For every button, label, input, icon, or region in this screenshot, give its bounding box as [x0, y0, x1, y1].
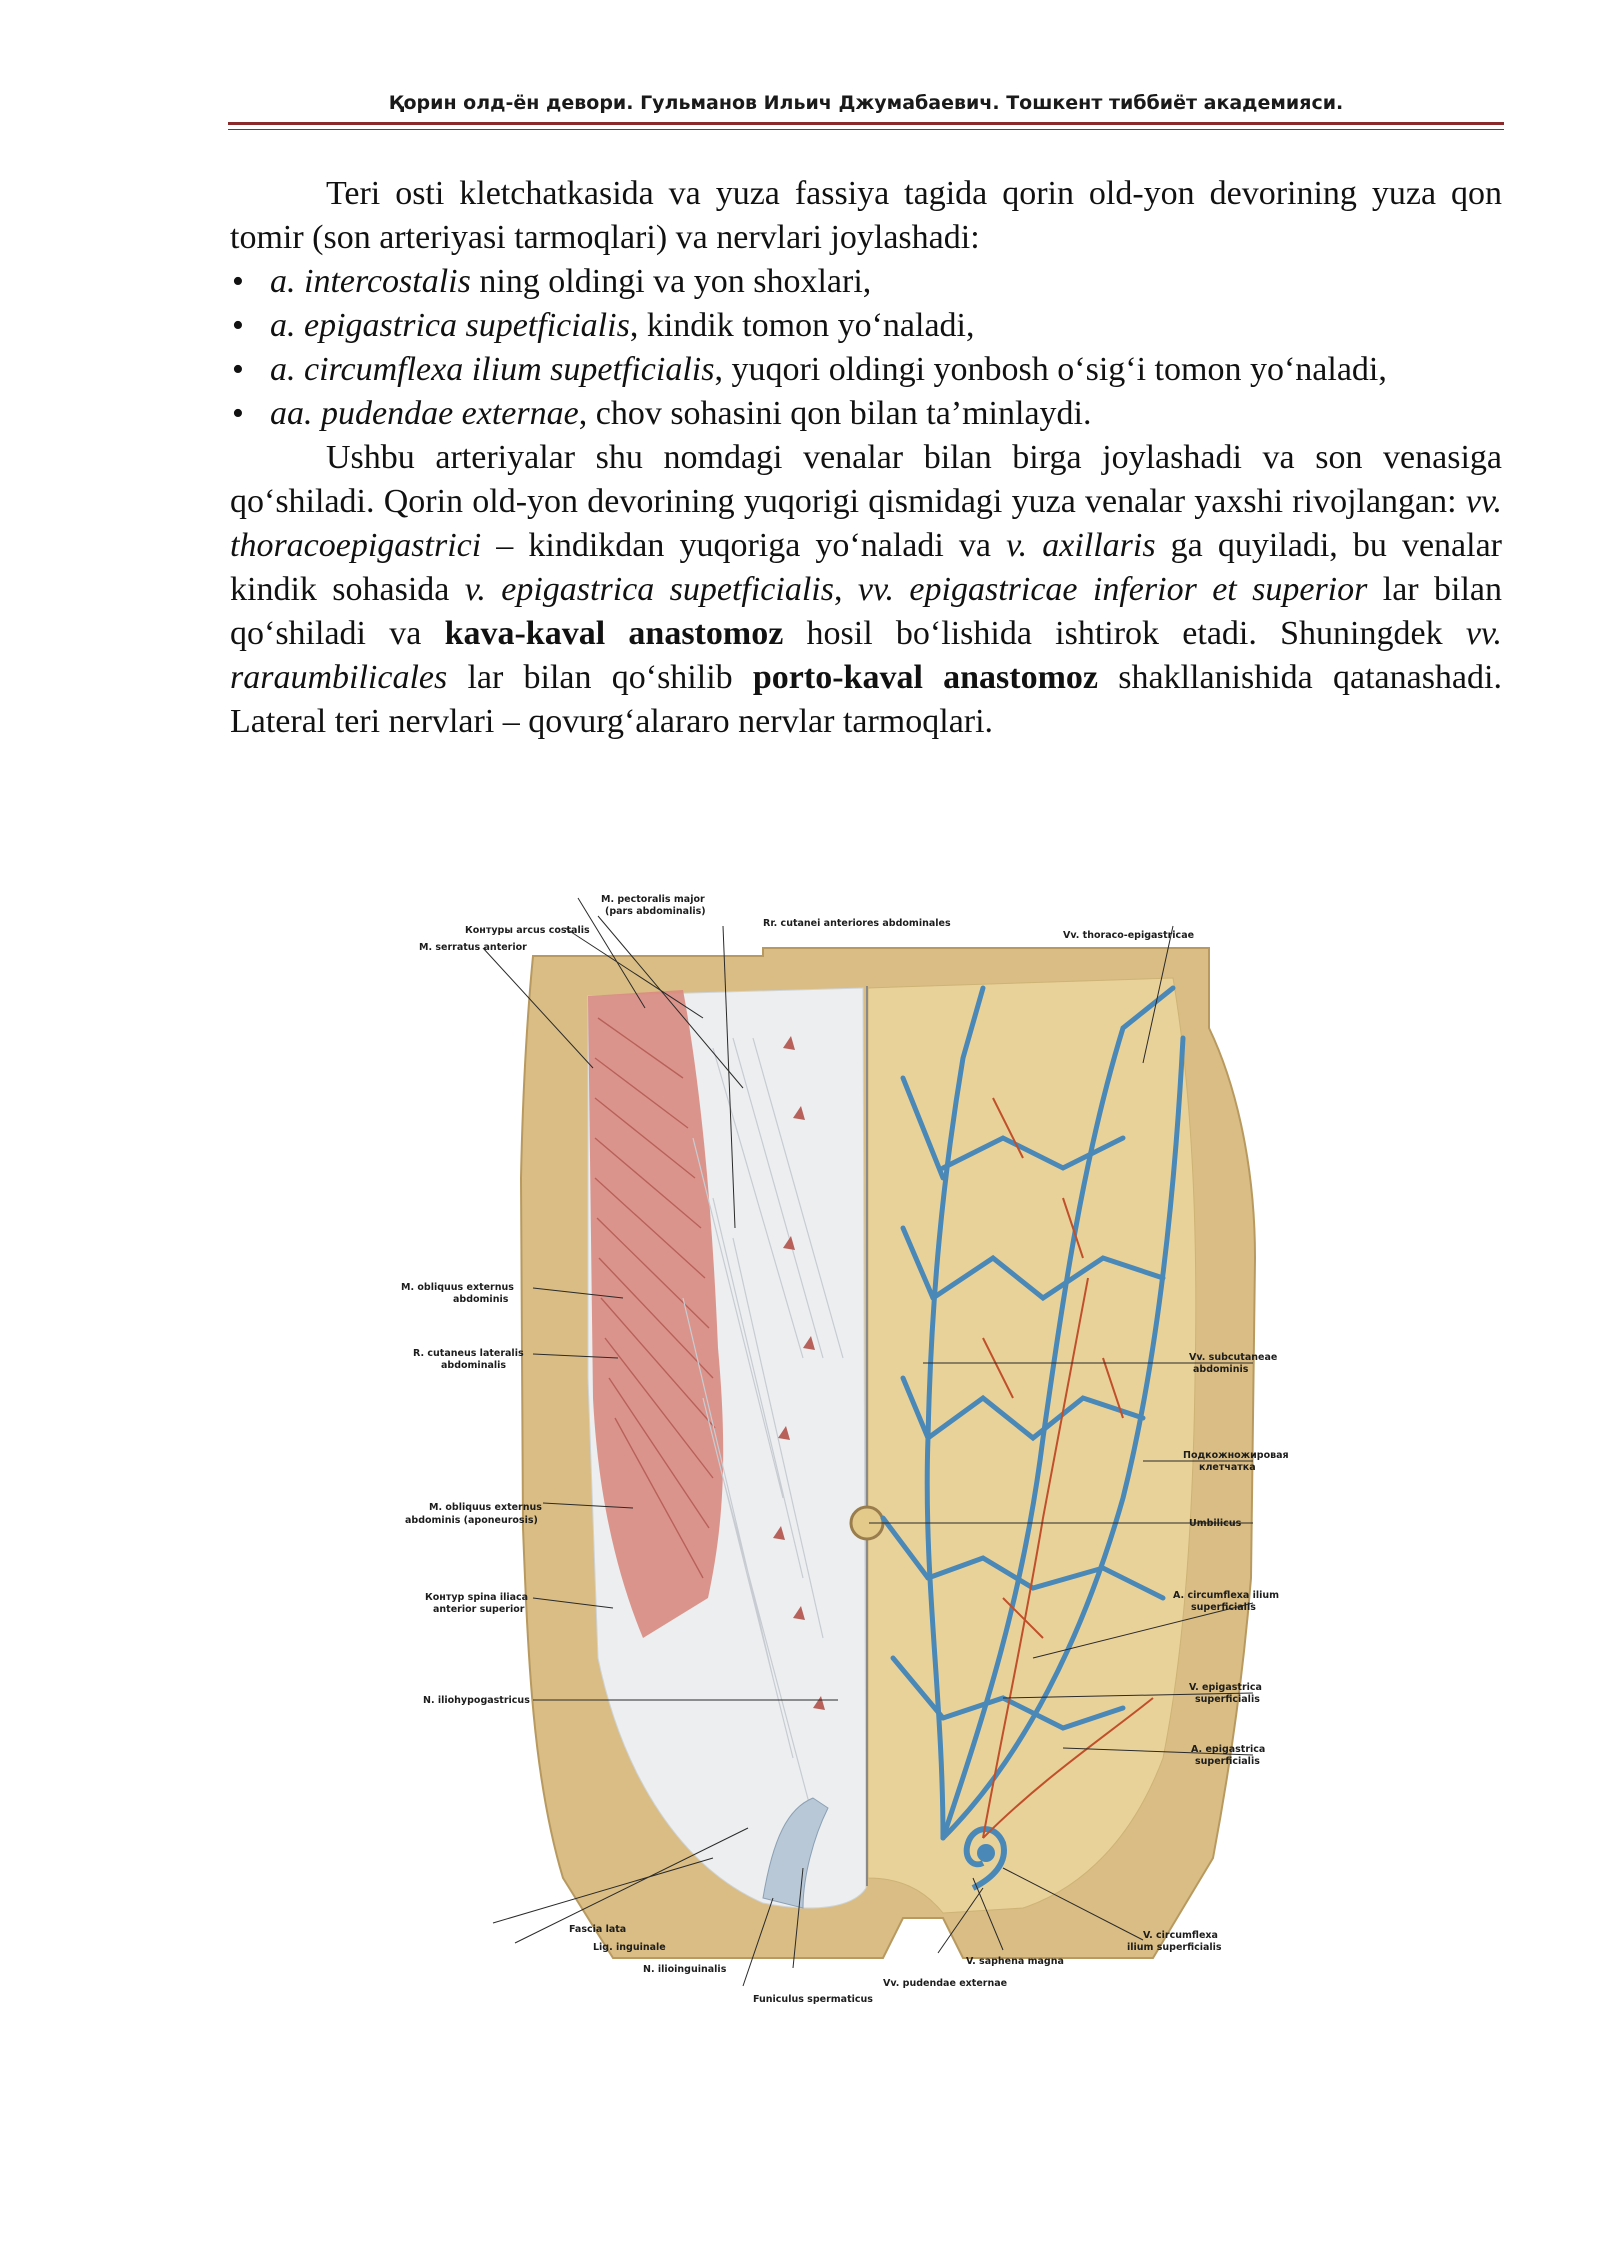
label-a-circumflexa-ilium: A. circumflexa ilium	[1173, 1590, 1280, 1601]
label-serratus-anterior: M. serratus anterior	[419, 942, 527, 953]
veins-paragraph	[230, 436, 1502, 744]
label-pars-abdominalis: (pars abdominalis)	[605, 906, 706, 917]
label-spina-iliaca: Контур spina iliaca	[425, 1592, 529, 1603]
text-run: – kindikdan yuqoriga yo‘naladi va	[481, 527, 1007, 564]
latin-term: vv. epigastricae inferior et superior	[857, 571, 1368, 608]
label-kletchatka: клетчатка	[1199, 1462, 1256, 1473]
label-a-epigastrica: A. epigastrica	[1191, 1744, 1266, 1755]
label-vv-pudendae: Vv. pudendae externae	[883, 1978, 1008, 1989]
label-funiculus-spermaticus: Funiculus spermaticus	[753, 1994, 873, 2005]
label-spina-anterior-superior: anterior superior	[433, 1604, 525, 1615]
bold-term: kava-kaval anastomoz	[444, 615, 784, 652]
list-item-text: , chov sohasini qon bilan ta’minlaydi.	[578, 395, 1092, 432]
label-rr-cutanei: Rr. cutanei anteriores abdominales	[763, 918, 951, 929]
list-item	[270, 260, 1502, 304]
list-item-text: , kindik tomon yo‘naladi,	[629, 307, 975, 344]
header-divider	[228, 122, 1504, 130]
label-arcus-costalis: Контуры arcus costalis	[465, 925, 590, 936]
label-obliquus-abdominis: abdominis	[453, 1294, 509, 1305]
body-text	[230, 172, 1502, 744]
latin-term: v. epigastrica supetficialis	[464, 571, 834, 608]
text-run: lar bilan qo‘shilib	[447, 659, 753, 696]
label-subcutaneae-abdominis: abdominis	[1193, 1364, 1249, 1375]
label-pectoralis-major: M. pectoralis major	[601, 894, 705, 905]
latin-term: a. circumflexa ilium supetficialis	[270, 351, 715, 388]
label-aponeurosis: abdominis (aponeurosis)	[405, 1515, 538, 1526]
label-iliohypogastricus: N. iliohypogastricus	[423, 1695, 530, 1706]
list-item	[270, 392, 1502, 436]
abdominal-wall-illustration	[383, 878, 1351, 2026]
label-ilioinguinalis: N. ilioinguinalis	[643, 1964, 727, 1975]
anatomy-figure	[383, 878, 1351, 2026]
text-run: hosil bo‘lishida ishtirok etadi. Shuningdek	[783, 615, 1466, 652]
text-run: shakllanishida qatanashadi. Lateral teri nervlari – qovurg‘alararo nervlar tarmoqlari.	[230, 659, 1502, 740]
latin-term: vv. thoracoepigastrici	[230, 483, 1502, 564]
label-vv-thoraco-epigastricae: Vv. thoraco-epigastricae	[1063, 930, 1195, 941]
label-v-epigastrica-superficialis: superficialis	[1195, 1694, 1260, 1705]
label-obliquus-externus: M. obliquus externus	[401, 1282, 514, 1293]
label-cutaneus-lateralis: R. cutaneus lateralis	[413, 1348, 524, 1359]
label-fascia-lata: Fascia lata	[569, 1924, 627, 1935]
label-lig-inguinale: Lig. inguinale	[593, 1942, 666, 1953]
running-header: Қорин олд-ён девори. Гульманов Ильич Джумабаевич. Тошкент тиббиёт академияси.	[388, 92, 1344, 114]
text-run: ga quyiladi, bu venalar kindik sohasida	[230, 527, 1502, 608]
bold-term: porto-kaval anastomoz	[752, 659, 1098, 696]
label-umbilicus: Umbilicus	[1189, 1518, 1242, 1529]
text-run: ,	[833, 571, 858, 608]
label-circumflexa-vein: V. circumflexa	[1143, 1930, 1218, 1941]
latin-term: aa. pudendae externae	[270, 395, 579, 432]
latin-term: a. epigastrica supetficialis	[270, 307, 630, 344]
text-run: lar bilan qo‘shiladi va	[230, 571, 1503, 652]
label-a-circumflexa-superficialis: superficialis	[1191, 1602, 1256, 1613]
artery-list	[230, 260, 1502, 436]
list-item-text: , yuqori oldingi yonbosh o‘sig‘i tomon yo‘naladi,	[714, 351, 1387, 388]
list-item	[270, 348, 1502, 392]
label-v-epigastrica: V. epigastrica	[1189, 1682, 1262, 1693]
latin-term: vv. raraumbilicales	[230, 615, 1502, 696]
label-saphena-magna: V. saphena magna	[966, 1956, 1064, 1967]
label-aponeurosis-muscle: M. obliquus externus	[429, 1502, 542, 1513]
intro-paragraph: Teri osti kletchatkasida va yuza fassiya tagida qorin old-yon devorining yuza qon tomir (son arteriyasi tarmoqlari) va nervlari joylashadi:	[230, 175, 1502, 256]
list-item	[270, 304, 1502, 348]
label-circumflexa-vein-2: ilium superficialis	[1127, 1942, 1222, 1953]
latin-term: v. axillaris	[1006, 527, 1156, 564]
list-item-text: ning oldingi va yon shoxlari,	[470, 263, 872, 300]
text-run: Ushbu arteriyalar shu nomdagi venalar bilan birga joylashadi va son venasiga qo‘shiladi. Qorin old-yon devorining yuqorigi qismidagi yuza venalar yaxshi rivojlangan:	[230, 439, 1502, 520]
latin-term: a. intercostalis	[270, 263, 471, 300]
label-cutaneus-abdominalis: abdominalis	[441, 1360, 507, 1371]
label-podkozhnozhirovaya: Подкожножировая	[1183, 1450, 1289, 1461]
label-a-epigastrica-superficialis: superficialis	[1195, 1756, 1260, 1767]
label-vv-subcutaneae: Vv. subcutaneae	[1189, 1352, 1278, 1363]
